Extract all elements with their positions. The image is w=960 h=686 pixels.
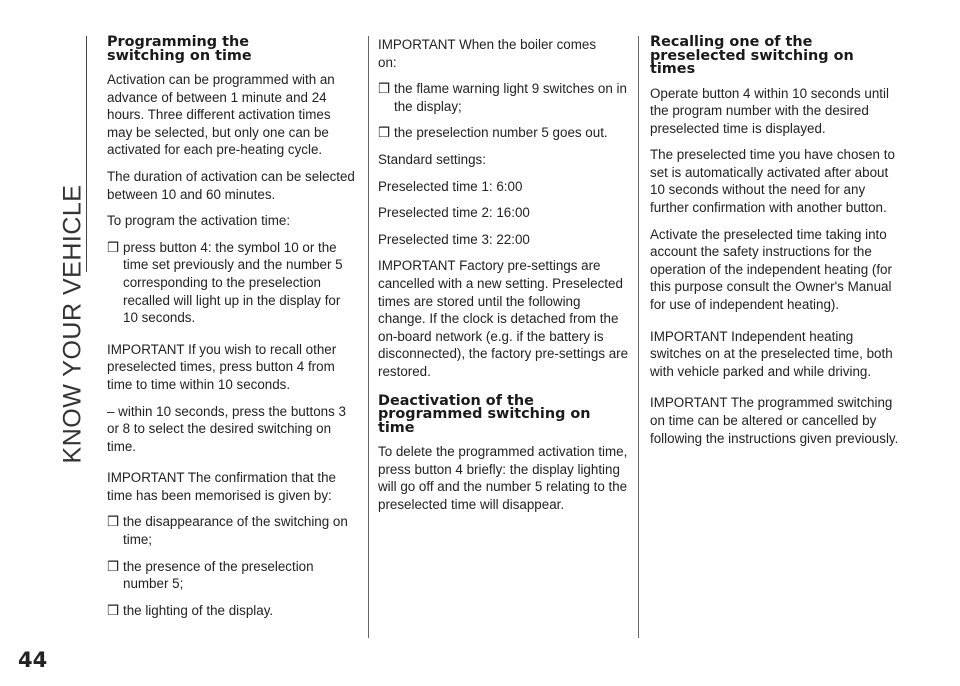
- bullet-item: [107, 602, 357, 620]
- paragraph: The duration of activation can be selected between 10 and 60 minutes.: [107, 168, 355, 202]
- paragraph: Operate button 4 within 10 seconds until the program number with the desired preselected time is displayed.: [650, 85, 889, 136]
- bullet-box-icon: ❒: [107, 514, 120, 530]
- paragraph: To delete the programmed activation time, press button 4 briefly: the display lighting will go off and the number 5 relating to the preselected time will disappear.: [378, 444, 628, 512]
- column-3: [650, 36, 902, 456]
- paragraph: Activate the preselected time taking into account the safety instructions for the operation of the independent heating (for this purpose consult the Owner's Manual for use of independent heating).: [650, 226, 892, 313]
- bullet-text: the disappearance of the switching on time;: [123, 514, 348, 548]
- paragraph: IMPORTANT Independent heating switches on at the preselected time, both with vehicle parked and while driving.: [650, 328, 893, 379]
- section-heading-recalling: Recalling one of the preselected switching on times: [650, 34, 854, 77]
- paragraph: To program the activation time:: [107, 213, 291, 229]
- section-heading-deactivation: Deactivation of the programmed switching on time: [378, 392, 591, 436]
- bullet-text: the presence of the preselection number 5;: [123, 558, 314, 592]
- paragraph: Preselected time 2: 16:00: [378, 205, 530, 221]
- page-number: 44: [18, 648, 48, 672]
- bullet-box-icon: ❒: [107, 602, 120, 618]
- side-title-text: KNOW YOUR VEHICLE: [58, 184, 87, 464]
- paragraph: IMPORTANT Factory pre-settings are cancelled with a new setting. Preselected times are stored until the following change. If the clock is detached from the on-board network (e.g. if the battery is disconnected), the factory pre-settings are restored.: [378, 258, 629, 379]
- column-divider-1: [368, 36, 369, 638]
- bullet-item: [378, 80, 630, 115]
- paragraph: Preselected time 1: 6:00: [378, 178, 523, 194]
- bullet-box-icon: ❒: [107, 558, 120, 574]
- paragraph: IMPORTANT When the boiler comes on:: [378, 37, 597, 70]
- bullet-text: the preselection number 5 goes out.: [394, 125, 608, 141]
- paragraph: IMPORTANT If you wish to recall other preselected times, press button 4 from time to time within 10 seconds.: [107, 341, 337, 392]
- paragraph: IMPORTANT The programmed switching on time can be altered or cancelled by following the instructions given previously.: [650, 395, 899, 446]
- bullet-item: [107, 239, 357, 327]
- paragraph: IMPORTANT The confirmation that the time has been memorised is given by:: [107, 470, 336, 503]
- side-section-title: [58, 34, 88, 614]
- bullet-text: the flame warning light 9 switches on in the display;: [394, 81, 627, 114]
- bullet-box-icon: ❒: [378, 125, 391, 141]
- section-heading-programming: Programming the switching on time: [107, 34, 252, 64]
- bullet-box-icon: ❒: [378, 81, 391, 97]
- bullet-item: [107, 513, 357, 548]
- side-rule: [86, 36, 87, 272]
- paragraph: Standard settings:: [378, 151, 486, 167]
- column-divider-2: [638, 36, 639, 638]
- paragraph: The preselected time you have chosen to set is automatically activated after about 10 seconds without the need for any further confirmation with another button.: [650, 147, 895, 216]
- paragraph: Activation can be programmed with an advance of between 1 minute and 24 hours. Three different activation times may be selected, but only one can be activated for each pre-heating cycle.: [107, 72, 335, 158]
- bullet-text: the lighting of the display.: [123, 602, 274, 618]
- bullet-text: press button 4: the symbol 10 or the time set previously and the number 5 corresponding to the preselection recalled will light up in the display for 10 seconds.: [123, 239, 343, 326]
- bullet-item: [378, 124, 630, 142]
- bullet-box-icon: ❒: [107, 239, 120, 255]
- paragraph: Preselected time 3: 22:00: [378, 231, 530, 247]
- paragraph: – within 10 seconds, press the buttons 3 or 8 to select the desired switching on time.: [107, 403, 346, 454]
- column-2: [378, 36, 630, 522]
- bullet-item: [107, 558, 357, 593]
- column-1: [107, 36, 357, 628]
